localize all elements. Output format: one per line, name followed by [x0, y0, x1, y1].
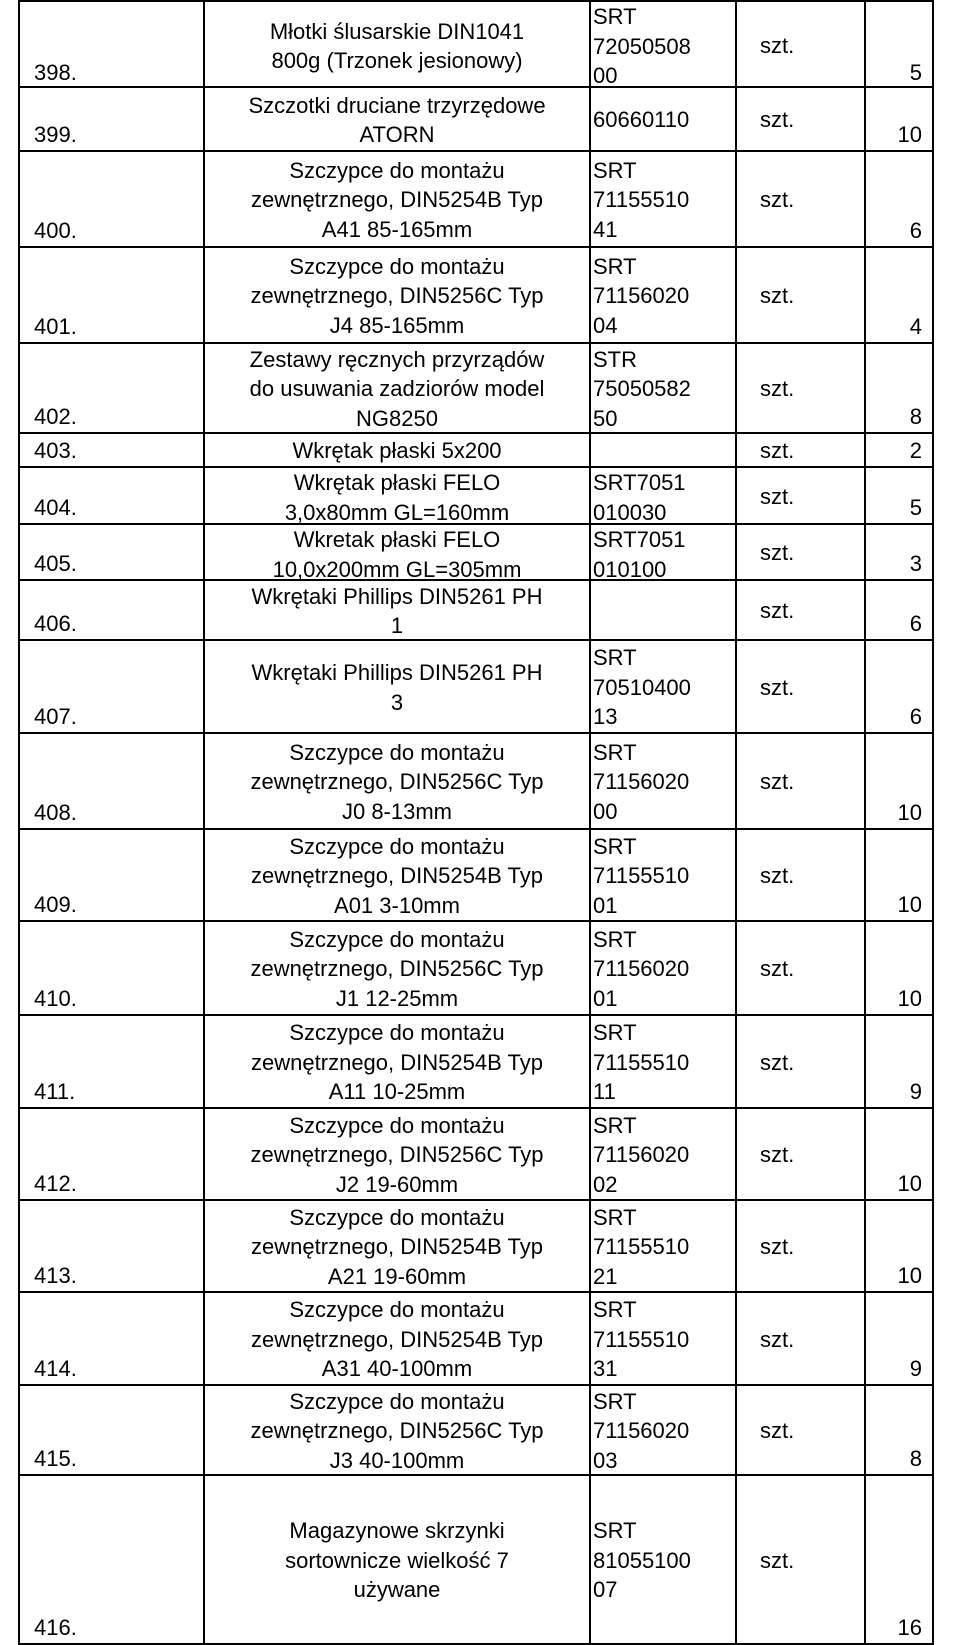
quantity-cell	[866, 344, 934, 432]
quantity-cell	[866, 1016, 934, 1107]
quantity-cell	[866, 88, 934, 150]
unit-label: szt.	[760, 107, 795, 133]
quantity: 8	[909, 1445, 922, 1471]
unit-label-cell	[737, 1386, 866, 1474]
row-number: 409.	[34, 891, 77, 917]
row-number: 406.	[34, 610, 77, 636]
row-number-cell	[18, 641, 205, 732]
item-code-cell	[591, 1476, 737, 1643]
quantity: 5	[909, 494, 922, 520]
unit-label-cell	[737, 468, 866, 523]
quantity: 8	[909, 403, 922, 429]
row-number: 411.	[34, 1078, 76, 1104]
item-name-cell	[205, 922, 591, 1014]
item-name-cell	[205, 434, 591, 466]
item-name: Magazynowe skrzynki sortownicze wielkość 7 używane	[285, 1518, 509, 1603]
quantity-cell	[866, 1386, 934, 1474]
item-name-cell	[205, 1293, 591, 1384]
unit-label: szt.	[760, 187, 795, 213]
table-row	[18, 344, 934, 434]
table-row	[18, 922, 934, 1016]
row-number: 400.	[34, 217, 77, 243]
item-name-cell	[205, 344, 591, 432]
item-code: SRT 71156020 04	[593, 253, 690, 338]
item-code-cell	[591, 641, 737, 732]
item-code: SRT 71155510 31	[593, 1297, 690, 1382]
unit-label: szt.	[760, 674, 795, 700]
row-number-cell	[18, 1476, 205, 1643]
unit-label: szt.	[760, 956, 795, 982]
quantity-cell	[866, 1293, 934, 1384]
unit-label-cell	[737, 641, 866, 732]
table-row	[18, 1016, 934, 1109]
row-number: 398.	[34, 59, 77, 85]
item-name-cell	[205, 248, 591, 342]
item-name-cell	[205, 1386, 591, 1474]
table-row	[18, 734, 934, 830]
item-code: SRT 71156020 02	[593, 1112, 690, 1197]
table-row	[18, 88, 934, 152]
quantity-cell	[866, 1201, 934, 1291]
item-name-cell	[205, 830, 591, 920]
quantity: 10	[897, 121, 922, 147]
item-name: Szczypce do montażu zewnętrznego, DIN5256C Typ J3 40-100mm	[250, 1388, 544, 1473]
item-name: Wkrętak płaski 5x200	[292, 438, 502, 464]
row-number-cell	[18, 1201, 205, 1291]
unit-label: szt.	[760, 283, 795, 309]
item-name-cell	[205, 1201, 591, 1291]
item-code-cell	[591, 468, 737, 523]
item-code-cell	[591, 922, 737, 1014]
quantity-cell	[866, 734, 934, 828]
unit-label-cell	[737, 581, 866, 639]
item-name: Szczypce do montażu zewnętrznego, DIN5256C Typ J1 12-25mm	[250, 926, 544, 1011]
unit-label-cell	[737, 1016, 866, 1107]
quantity: 9	[909, 1078, 922, 1104]
item-code: SRT 71155510 41	[593, 157, 690, 242]
item-name: Szczypce do montażu zewnętrznego, DIN5256C Typ J2 19-60mm	[250, 1112, 544, 1197]
item-code: SRT 70510400 13	[593, 645, 691, 730]
row-number: 405.	[34, 550, 77, 576]
table-row	[18, 152, 934, 248]
row-number-cell	[18, 581, 205, 639]
item-name-cell	[205, 468, 591, 523]
item-name: Szczypce do montażu zewnętrznego, DIN5254B Typ A11 10-25mm	[251, 1020, 543, 1105]
row-number: 402.	[34, 403, 77, 429]
item-code-cell	[591, 734, 737, 828]
quantity-cell	[866, 1476, 934, 1643]
item-name: Wkrętaki Phillips DIN5261 PH 3	[251, 660, 543, 715]
item-name-cell	[205, 641, 591, 732]
item-code: SRT7051 010100	[593, 527, 686, 582]
unit-label-cell	[737, 1293, 866, 1384]
item-code-cell	[591, 88, 737, 150]
quantity-cell	[866, 641, 934, 732]
quantity-cell	[866, 922, 934, 1014]
unit-label: szt.	[760, 863, 795, 889]
quantity: 10	[897, 891, 922, 917]
quantity-cell	[866, 830, 934, 920]
item-code-cell	[591, 1201, 737, 1291]
row-number-cell	[18, 468, 205, 523]
quantity: 6	[909, 703, 922, 729]
unit-label: szt.	[760, 33, 795, 59]
quantity: 16	[897, 1614, 922, 1640]
item-name: Wkrętaki Phillips DIN5261 PH 1	[251, 583, 543, 638]
unit-label-cell	[737, 2, 866, 86]
item-code: SRT 71156020 00	[593, 739, 690, 824]
row-number-cell	[18, 1109, 205, 1199]
quantity-cell	[866, 468, 934, 523]
unit-label: szt.	[760, 1234, 795, 1260]
item-code-cell	[591, 1109, 737, 1199]
row-number-cell	[18, 1293, 205, 1384]
table-row	[18, 1201, 934, 1293]
unit-label-cell	[737, 830, 866, 920]
row-number: 404.	[34, 494, 77, 520]
item-name: Szczypce do montażu zewnętrznego, DIN5256C Typ J0 8-13mm	[250, 739, 544, 824]
table-row	[18, 0, 934, 88]
unit-label-cell	[737, 88, 866, 150]
row-number-cell	[18, 344, 205, 432]
item-code-cell	[591, 1293, 737, 1384]
table-row	[18, 525, 934, 581]
item-code-cell	[591, 1386, 737, 1474]
table-row	[18, 1386, 934, 1476]
quantity-cell	[866, 1109, 934, 1199]
row-number-cell	[18, 2, 205, 86]
table-row	[18, 1476, 934, 1645]
quantity: 5	[909, 59, 922, 85]
item-code: SRT 72050508 00	[593, 4, 691, 88]
unit-label-cell	[737, 434, 866, 466]
unit-label: szt.	[760, 769, 795, 795]
item-code: SRT 71156020 03	[593, 1388, 690, 1473]
item-name: Zestawy ręcznych przyrządów do usuwania zadziorów model NG8250	[249, 346, 545, 431]
row-number: 410.	[34, 985, 77, 1011]
quantity: 10	[897, 985, 922, 1011]
item-name: Szczotki druciane trzyrzędowe ATORN	[248, 92, 546, 147]
table-row	[18, 830, 934, 922]
item-name: Szczypce do montażu zewnętrznego, DIN5254B Typ A21 19-60mm	[251, 1204, 543, 1289]
quantity: 10	[897, 1170, 922, 1196]
quantity: 10	[897, 1262, 922, 1288]
quantity-cell	[866, 581, 934, 639]
item-code: SRT 71155510 11	[593, 1020, 690, 1105]
unit-label: szt.	[760, 438, 795, 464]
unit-label-cell	[737, 734, 866, 828]
quantity: 6	[909, 217, 922, 243]
table-row	[18, 581, 934, 641]
unit-label-cell	[737, 248, 866, 342]
unit-label: szt.	[760, 1326, 795, 1352]
row-number-cell	[18, 248, 205, 342]
quantity: 4	[909, 313, 922, 339]
unit-label: szt.	[760, 376, 795, 402]
item-name-cell	[205, 1109, 591, 1199]
item-name: Wkretak płaski FELO 10,0x200mm GL=305mm	[272, 527, 522, 582]
unit-label: szt.	[760, 1418, 795, 1444]
item-name: Szczypce do montażu zewnętrznego, DIN5254B Typ A01 3-10mm	[251, 833, 543, 918]
row-number-cell	[18, 434, 205, 466]
row-number-cell	[18, 734, 205, 828]
item-code-cell	[591, 830, 737, 920]
table-row	[18, 641, 934, 734]
item-code-cell	[591, 1016, 737, 1107]
row-number-cell	[18, 88, 205, 150]
row-number-cell	[18, 152, 205, 246]
table-row	[18, 248, 934, 344]
item-name-cell	[205, 88, 591, 150]
item-name: Szczypce do montażu zewnętrznego, DIN5254B Typ A31 40-100mm	[251, 1297, 543, 1382]
item-name-cell	[205, 734, 591, 828]
item-code: SRT 71155510 21	[593, 1204, 690, 1289]
row-number: 412.	[34, 1170, 77, 1196]
row-number-cell	[18, 1386, 205, 1474]
unit-label-cell	[737, 344, 866, 432]
unit-label-cell	[737, 1201, 866, 1291]
item-code: SRT 71155510 01	[593, 833, 690, 918]
item-name: Szczypce do montażu zewnętrznego, DIN5256C Typ J4 85-165mm	[250, 253, 544, 338]
item-name-cell	[205, 152, 591, 246]
item-name-cell	[205, 525, 591, 582]
quantity: 9	[909, 1355, 922, 1381]
item-name: Wkrętak płaski FELO 3,0x80mm GL=160mm	[284, 470, 510, 525]
item-code: SRT 71156020 01	[593, 926, 690, 1011]
row-number-cell	[18, 830, 205, 920]
quantity-cell	[866, 2, 934, 86]
unit-label-cell	[737, 1476, 866, 1643]
table-row	[18, 1109, 934, 1201]
quantity: 3	[909, 550, 922, 576]
row-number: 413.	[34, 1262, 77, 1288]
row-number: 415.	[34, 1445, 77, 1471]
table-row	[18, 468, 934, 525]
quantity-cell	[866, 152, 934, 246]
item-code-cell	[591, 434, 737, 466]
unit-label: szt.	[760, 483, 795, 509]
quantity-cell	[866, 434, 934, 466]
item-name-cell	[205, 2, 591, 86]
row-number: 407.	[34, 703, 77, 729]
item-code-cell	[591, 2, 737, 86]
row-number-cell	[18, 922, 205, 1014]
item-code-cell	[591, 525, 737, 582]
quantity: 2	[909, 437, 922, 463]
row-number: 408.	[34, 799, 77, 825]
unit-label-cell	[737, 152, 866, 246]
quantity-cell	[866, 248, 934, 342]
quantity: 6	[909, 610, 922, 636]
unit-label-cell	[737, 1109, 866, 1199]
table-row	[18, 434, 934, 468]
unit-label-cell	[737, 525, 866, 579]
unit-label: szt.	[760, 1547, 795, 1573]
item-name-cell	[205, 581, 591, 639]
row-number-cell	[18, 1016, 205, 1107]
row-number: 399.	[34, 121, 77, 147]
item-name-cell	[205, 1016, 591, 1107]
unit-label: szt.	[760, 598, 795, 624]
quantity: 10	[897, 799, 922, 825]
row-number-cell	[18, 525, 205, 579]
quantity-cell	[866, 525, 934, 579]
row-number: 414.	[34, 1355, 77, 1381]
unit-label: szt.	[760, 1142, 795, 1168]
unit-label-cell	[737, 922, 866, 1014]
row-number: 401.	[34, 313, 77, 339]
row-number: 403.	[34, 437, 77, 463]
item-code-cell	[591, 152, 737, 246]
item-code-cell	[591, 344, 737, 432]
item-name-cell	[205, 1476, 591, 1643]
item-code: STR 75050582 50	[593, 346, 691, 431]
item-code-cell	[591, 248, 737, 342]
item-code-cell	[591, 581, 737, 639]
row-number: 416.	[34, 1614, 77, 1640]
unit-label: szt.	[760, 540, 795, 566]
item-code: SRT7051 010030	[593, 470, 686, 525]
item-name: Szczypce do montażu zewnętrznego, DIN5254B Typ A41 85-165mm	[251, 157, 543, 242]
item-name: Młotki ślusarskie DIN1041 800g (Trzonek jesionowy)	[269, 18, 525, 73]
table-row	[18, 1293, 934, 1386]
unit-label: szt.	[760, 1049, 795, 1075]
item-code: SRT 81055100 07	[593, 1518, 691, 1603]
item-code: 60660110	[593, 107, 690, 133]
